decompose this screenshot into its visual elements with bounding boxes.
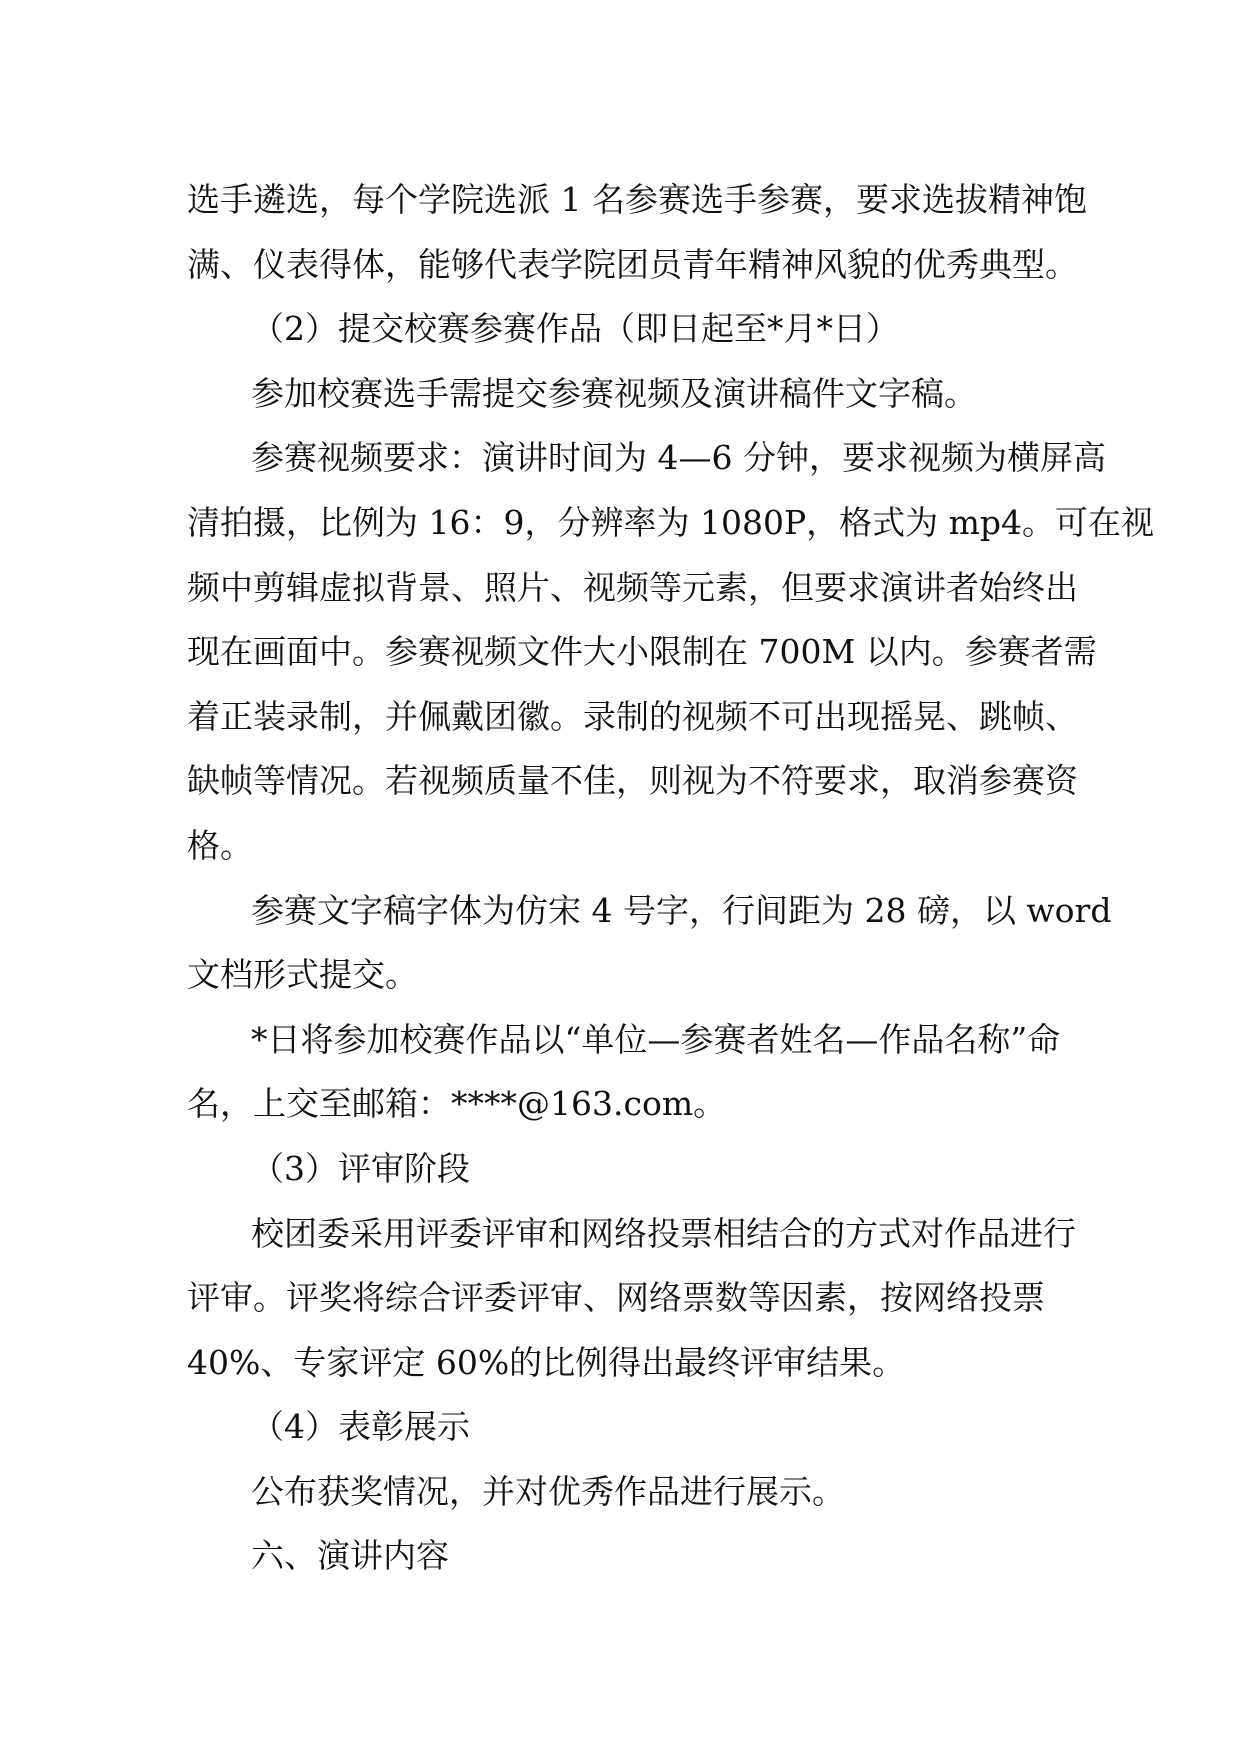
heading-awards-display xyxy=(187,1395,1057,1460)
heading-speech-content xyxy=(187,1524,1057,1589)
text-line: （3）评审阶段 xyxy=(251,1148,470,1188)
text-line: 选手遴选，每个学院选派 1 名参赛选手参赛，要求选拔精神饱 xyxy=(187,180,1087,219)
text-line: （2）提交校赛参赛作品（即日起至*月*日） xyxy=(251,309,899,349)
paragraph-participant-selection xyxy=(187,168,1087,297)
text-line: 参加校赛选手需提交参赛视频及演讲稿件文字稿。 xyxy=(251,373,977,413)
paragraph-submission-items xyxy=(187,362,1057,427)
text-line: 清拍摄，比例为 16：9，分辨率为 1080P，格式为 mp4。可在视 xyxy=(187,502,1155,542)
text-line: 参赛文字稿字体为仿宋 4 号字，行间距为 28 磅，以 word xyxy=(251,890,1112,930)
text-line: 参赛视频要求：演讲时间为 4—6 分钟，要求视频为横屏高 xyxy=(251,438,1106,478)
heading-submit-works xyxy=(187,297,1057,362)
text-line: 现在画面中。参赛视频文件大小限制在 700M 以内。参赛者需 xyxy=(187,632,1097,672)
text-line: （4）表彰展示 xyxy=(251,1407,470,1447)
text-line: 六、演讲内容 xyxy=(251,1536,449,1576)
text-line: 文档形式提交。 xyxy=(187,955,418,995)
text-line: 40%、专家评定 60%的比例得出最终评审结果。 xyxy=(187,1342,906,1382)
paragraph-awards-announcement xyxy=(187,1460,1057,1525)
paragraph-review-method xyxy=(187,1202,1076,1396)
text-line: 格。 xyxy=(187,825,253,865)
text-line: 评审。评奖将综合评委评审、网络票数等因素，按网络投票 xyxy=(187,1278,1045,1318)
text-line: 频中剪辑虚拟背景、照片、视频等元素，但要求演讲者始终出 xyxy=(187,567,1078,607)
paragraph-video-requirements xyxy=(187,426,1155,878)
paragraph-submission-email xyxy=(187,1008,1061,1137)
text-line: 名，上交至邮箱：****@163.com。 xyxy=(187,1084,727,1124)
text-line: 着正装录制，并佩戴团徽。录制的视频不可出现摇晃、跳帧、 xyxy=(187,696,1078,736)
document-body xyxy=(187,168,1155,1589)
text-line: 公布获奖情况，并对优秀作品进行展示。 xyxy=(251,1471,845,1511)
paragraph-manuscript-format xyxy=(187,879,1112,1008)
text-line: 满、仪表得体，能够代表学院团员青年精神风貌的优秀典型。 xyxy=(187,244,1078,284)
text-line: *日将参加校赛作品以“单位—参赛者姓名—作品名称”命 xyxy=(251,1019,1061,1059)
text-line: 校团委采用评委评审和网络投票相结合的方式对作品进行 xyxy=(251,1213,1076,1253)
text-line: 缺帧等情况。若视频质量不佳，则视为不符要求，取消参赛资 xyxy=(187,761,1078,801)
heading-review-stage xyxy=(187,1137,1057,1202)
